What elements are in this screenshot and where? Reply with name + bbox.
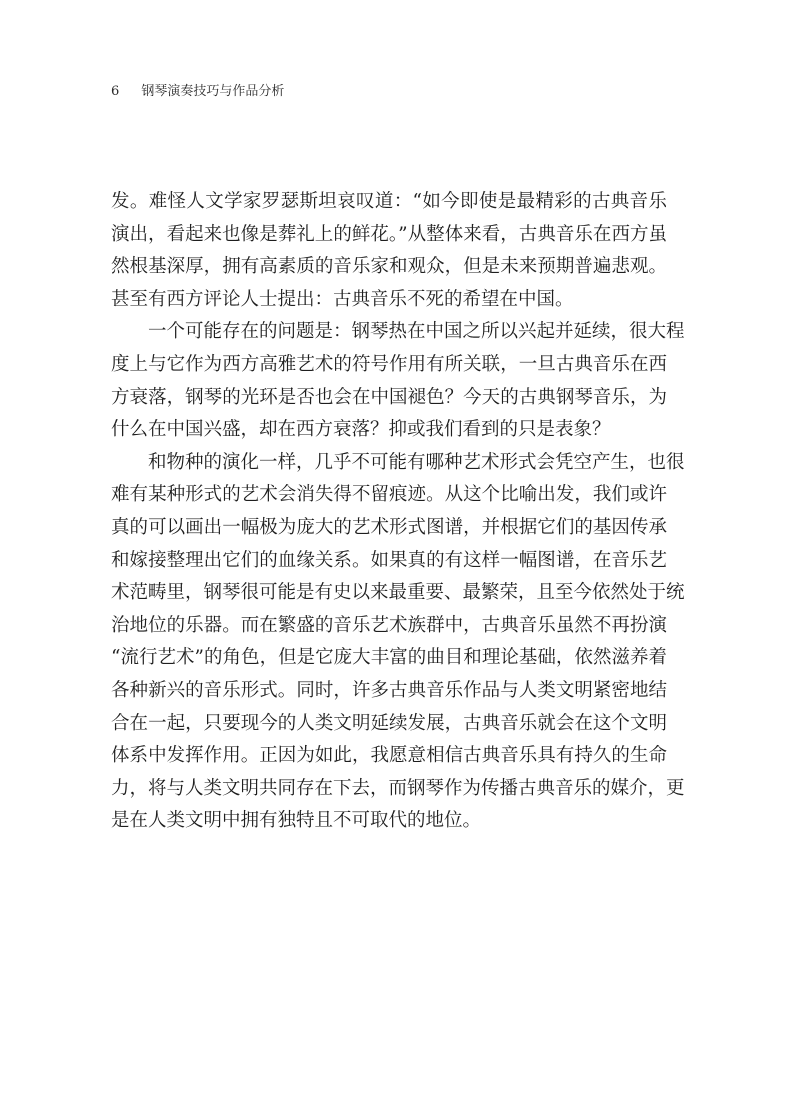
page-number: 6	[111, 84, 120, 99]
text-line: 方衰落，钢琴的光环是否也会在中国褪色？今天的古典钢琴音乐，为	[111, 386, 667, 408]
paragraph	[111, 316, 685, 446]
text-line: 真的可以画出一幅极为庞大的艺术形式图谱，并根据它们的基因传承	[111, 516, 667, 538]
book-title: 钢琴演奏技巧与作品分析	[141, 84, 285, 99]
text-line: 术范畴里，钢琴很可能是有史以来最重要、最繁荣，且至今依然处于统	[111, 582, 685, 604]
text-line: 是在人类文明中拥有独特且不可取代的地位。	[111, 810, 482, 832]
text-line: 和嫁接整理出它们的血缘关系。如果真的有这样一幅图谱，在音乐艺	[111, 549, 667, 571]
paragraph	[111, 447, 685, 838]
running-header	[111, 80, 284, 99]
text-line: 发。难怪人文学家罗瑟斯坦哀叹道：“如今即使是最精彩的古典音乐	[111, 191, 667, 212]
text-line: 体系中发挥作用。正因为如此，我愿意相信古典音乐具有持久的生命	[111, 745, 667, 767]
text-line: 治地位的乐器。而在繁盛的音乐艺术族群中，古典音乐虽然不再扮演	[111, 614, 667, 636]
paragraph	[111, 186, 667, 316]
text-line: 什么在中国兴盛，却在西方衰落？抑或我们看到的只是表象？	[111, 419, 611, 441]
text-line: 甚至有西方评论人士提出：古典音乐不死的希望在中国。	[111, 288, 574, 310]
text-line: 力，将与人类文明共同存在下去，而钢琴作为传播古典音乐的媒介，更	[111, 777, 685, 799]
text-line: 度上与它作为西方高雅艺术的符号作用有所关联，一旦古典音乐在西	[111, 353, 667, 375]
text-line: 一个可能存在的问题是：钢琴热在中国之所以兴起并延续，很大程	[148, 321, 685, 343]
text-line: 演出，看起来也像是葬礼上的鲜花。”从整体来看，古典音乐在西方虽	[111, 223, 667, 245]
text-line: 合在一起，只要现今的人类文明延续发展，古典音乐就会在这个文明	[111, 712, 667, 734]
text-line: “流行艺术”的角色，但是它庞大丰富的曲目和理论基础，依然滋养着	[111, 647, 667, 669]
text-line: 难有某种形式的艺术会消失得不留痕迹。从这个比喻出发，我们或许	[111, 484, 667, 506]
text-line: 然根基深厚，拥有高素质的音乐家和观众，但是未来预期普遍悲观。	[111, 256, 667, 278]
text-line: 和物种的演化一样，几乎不可能有哪种艺术形式会凭空产生，也很	[148, 451, 685, 473]
body-text	[111, 186, 685, 838]
text-line: 各种新兴的音乐形式。同时，许多古典音乐作品与人类文明紧密地结	[111, 679, 667, 701]
